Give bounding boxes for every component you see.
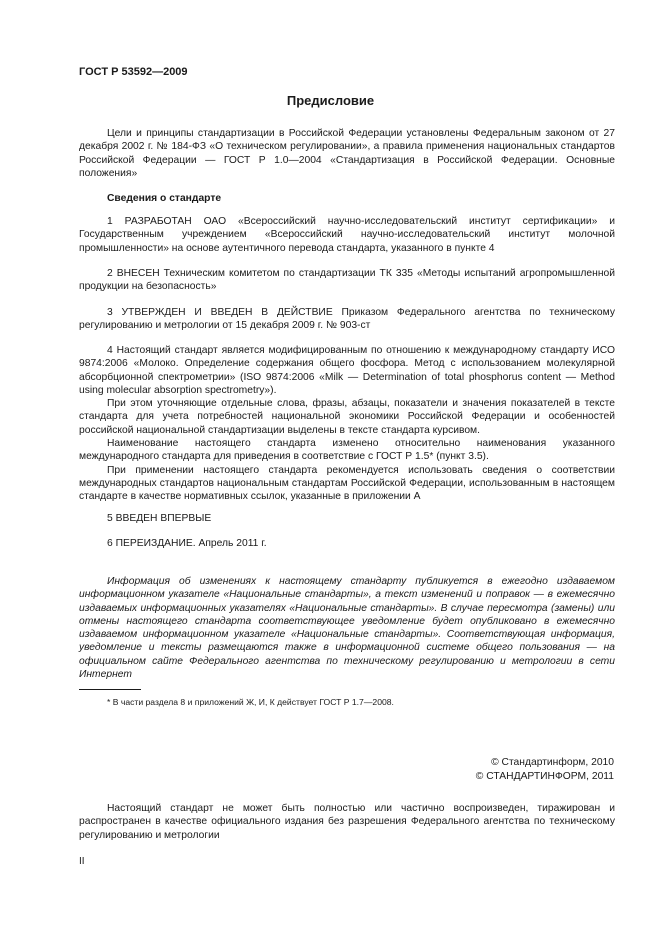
item-2-block xyxy=(79,267,615,294)
item-4-block xyxy=(79,344,615,504)
page-number: II xyxy=(79,856,85,867)
item-5-block xyxy=(79,512,615,525)
item-6-block xyxy=(79,537,615,550)
copyright-line-2: © СТАНДАРТИНФОРМ, 2011 xyxy=(475,771,614,782)
item-4-paragraph-1: 4 Настоящий стандарт является модифицированным по отношению к международному стандарту ИСО 9874:2006 «Молоко. Определение содержания общего фосфора. Метод с использованием молекулярной абсорбционной спектрометрии» (ISO 9874:2006 «Milk — Determination of total phosphorus content — Method using molecular absorption spectrometry»). xyxy=(79,345,615,396)
item-3-block xyxy=(79,306,615,333)
standard-id-header: ГОСТ Р 53592—2009 xyxy=(79,66,188,78)
page-title: Предисловие xyxy=(286,93,375,108)
info-notice: Информация об изменениях к настоящему стандарту публикуется в ежегодно издаваемом информационном указателе «Национальные стандарты», а текст изменений и поправок — в ежемесячно издаваемых информационных указателях «Национальные стандарты». В случае пересмотра (замены) или отмены настоящего стандарта соответствующее уведомление будет опубликовано в ежемесячно издаваемом информационном указателе «Национальные стандарты». Соответствующая информация, уведомление и тексты размещаются также в информационной системе общего пользования — на официальном сайте Федерального агентства по техническому регулированию и метрологии в сети Интернет xyxy=(79,576,615,681)
item-4-paragraph-3: Наименование настоящего стандарта изменено относительно наименования указанного международного стандарта для приведения в соответствие с ГОСТ Р 1.5* (пункт 3.5). xyxy=(79,438,615,463)
item-1: 1 РАЗРАБОТАН ОАО «Всероссийский научно-исследовательский институт сертификации» и Государственным учреждением «Всероссийский научно-исследовательский институт молочной промышленности» на основе аутентичного перевода стандарта, указанного в пункте 4 xyxy=(79,216,615,254)
reproduction-notice: Настоящий стандарт не может быть полностью или частично воспроизведен, тиражирован и распространен в качестве официального издания без разрешения Федерального агентства по техническому регулированию и метрологии xyxy=(79,803,615,841)
item-2: 2 ВНЕСЕН Техническим комитетом по стандартизации ТК 335 «Методы испытаний агропромышленной продукции на безопасность» xyxy=(79,268,615,293)
section-heading-block xyxy=(79,192,615,205)
section-heading: Сведения о стандарте xyxy=(107,193,222,204)
item-4-paragraph-2: При этом уточняющие отдельные слова, фразы, абзацы, показатели и значения показателей в тексте стандарта для учета потребностей национальной экономики Российской Федерации и особенностей российской национальной стандартизации выделены в тексте стандарта курсивом. xyxy=(79,398,615,436)
item-5: 5 ВВЕДЕН ВПЕРВЫЕ xyxy=(107,513,212,524)
item-4-paragraph-4: При применении настоящего стандарта рекомендуется использовать сведения о соответствии международных стандартов национальным стандартам Российской Федерации, использованным в настоящем стандарте в качестве нормативных ссылок, указанные в приложении А xyxy=(79,464,615,503)
info-notice-block xyxy=(79,575,615,681)
intro-paragraph: Цели и принципы стандартизации в Российской Федерации установлены Федеральным законом от 27 декабря 2002 г. № 184-ФЗ «О техническом регулировании», а правила применения национальных стандартов Российской Федерации — ГОСТ Р 1.0—2004 «Стандартизация в Российской Федерации. Основные положения» xyxy=(79,128,615,179)
item-3: 3 УТВЕРЖДЕН И ВВЕДЕН В ДЕЙСТВИЕ Приказом Федерального агентства по техническому регулированию и метрологии от 15 декабря 2009 г. № 903-ст xyxy=(79,307,615,332)
footnote-separator xyxy=(79,689,141,690)
item-6: 6 ПЕРЕИЗДАНИЕ. Апрель 2011 г. xyxy=(107,538,267,549)
footnote: * В части раздела 8 и приложений Ж, И, К действует ГОСТ Р 1.7—2008. xyxy=(107,697,394,707)
reproduction-notice-block xyxy=(79,802,615,842)
intro-block xyxy=(79,127,615,180)
copyright-line-1: © Стандартинформ, 2010 xyxy=(491,757,614,768)
item-1-block xyxy=(79,215,615,255)
